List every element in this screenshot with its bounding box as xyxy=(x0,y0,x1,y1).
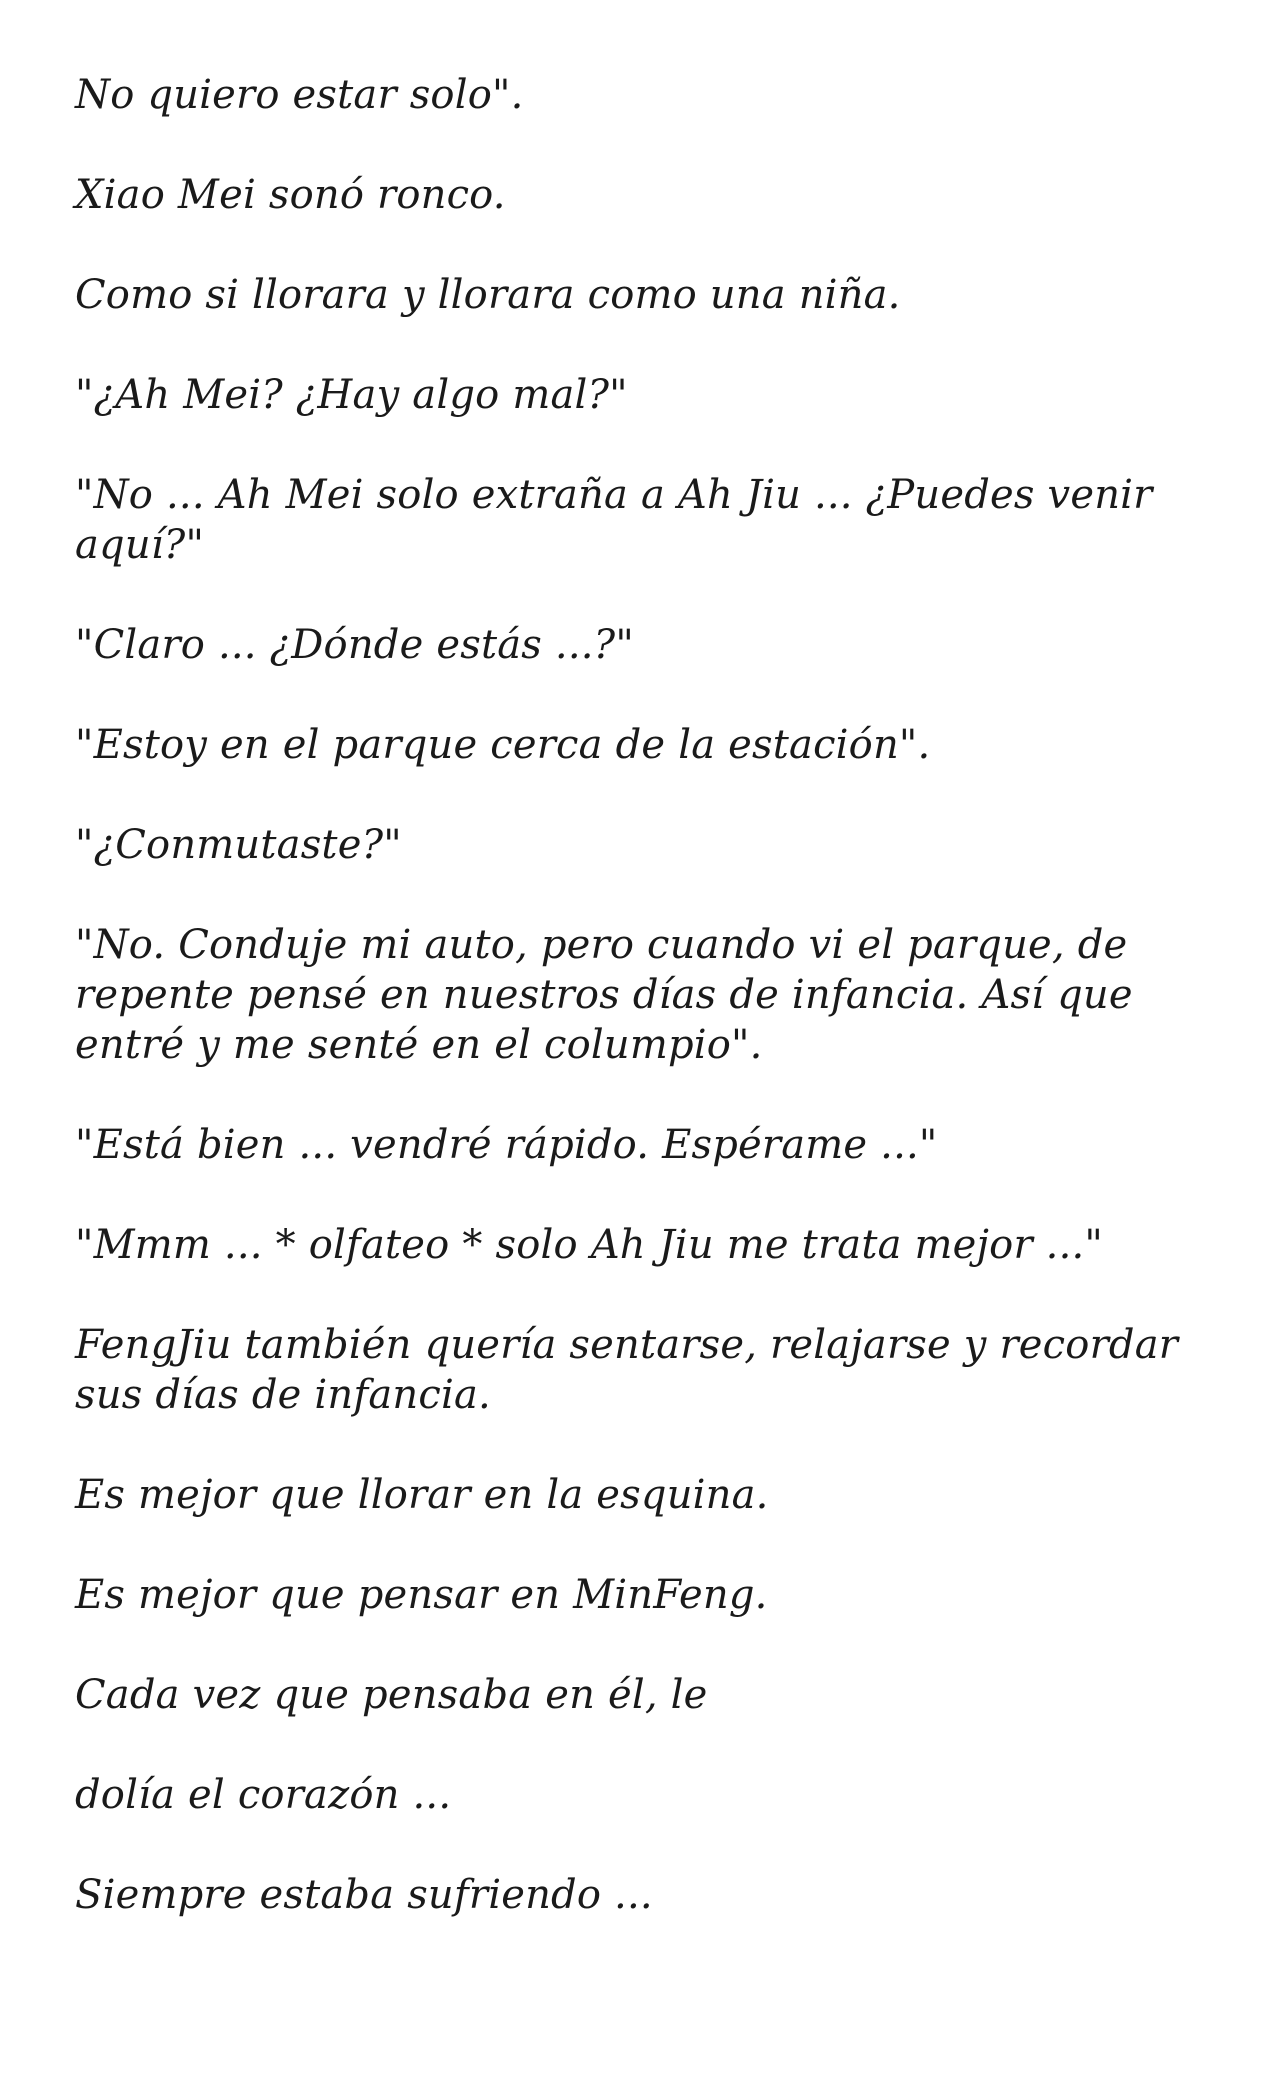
paragraph: No quiero estar solo". xyxy=(75,72,524,118)
paragraph: FengJiu también quería sentarse, relajarse y recordar sus días de infancia. xyxy=(75,1322,1179,1418)
paragraph: Como si llorara y llorara como una niña. xyxy=(75,272,901,318)
paragraph: Es mejor que llorar en la esquina. xyxy=(75,1472,769,1518)
paragraph: "No ... Ah Mei solo extraña a Ah Jiu ... ¿Puedes venir aquí?" xyxy=(75,472,1153,568)
story-text xyxy=(75,70,1205,1970)
paragraph: Siempre estaba sufriendo ... xyxy=(75,1872,653,1918)
paragraph: "No. Conduje mi auto, pero cuando vi el parque, de repente pensé en nuestros días de infancia. Así que entré y me senté en el columpio". xyxy=(75,922,1133,1068)
paragraph: Xiao Mei sonó ronco. xyxy=(75,172,506,218)
paragraph: Cada vez que pensaba en él, le xyxy=(75,1672,708,1718)
paragraph: "Mmm ... * olfateo * solo Ah Jiu me trata mejor ..." xyxy=(75,1222,1104,1268)
paragraph: dolía el corazón ... xyxy=(75,1772,452,1818)
paragraph: "Estoy en el parque cerca de la estación". xyxy=(75,722,931,768)
paragraph: "Está bien ... vendré rápido. Espérame ..." xyxy=(75,1122,938,1168)
paragraph: "Claro ... ¿Dónde estás ...?" xyxy=(75,622,634,668)
paragraph: Es mejor que pensar en MinFeng. xyxy=(75,1572,768,1618)
paragraph: "¿Ah Mei? ¿Hay algo mal?" xyxy=(75,372,628,418)
paragraph: "¿Conmutaste?" xyxy=(75,822,402,868)
